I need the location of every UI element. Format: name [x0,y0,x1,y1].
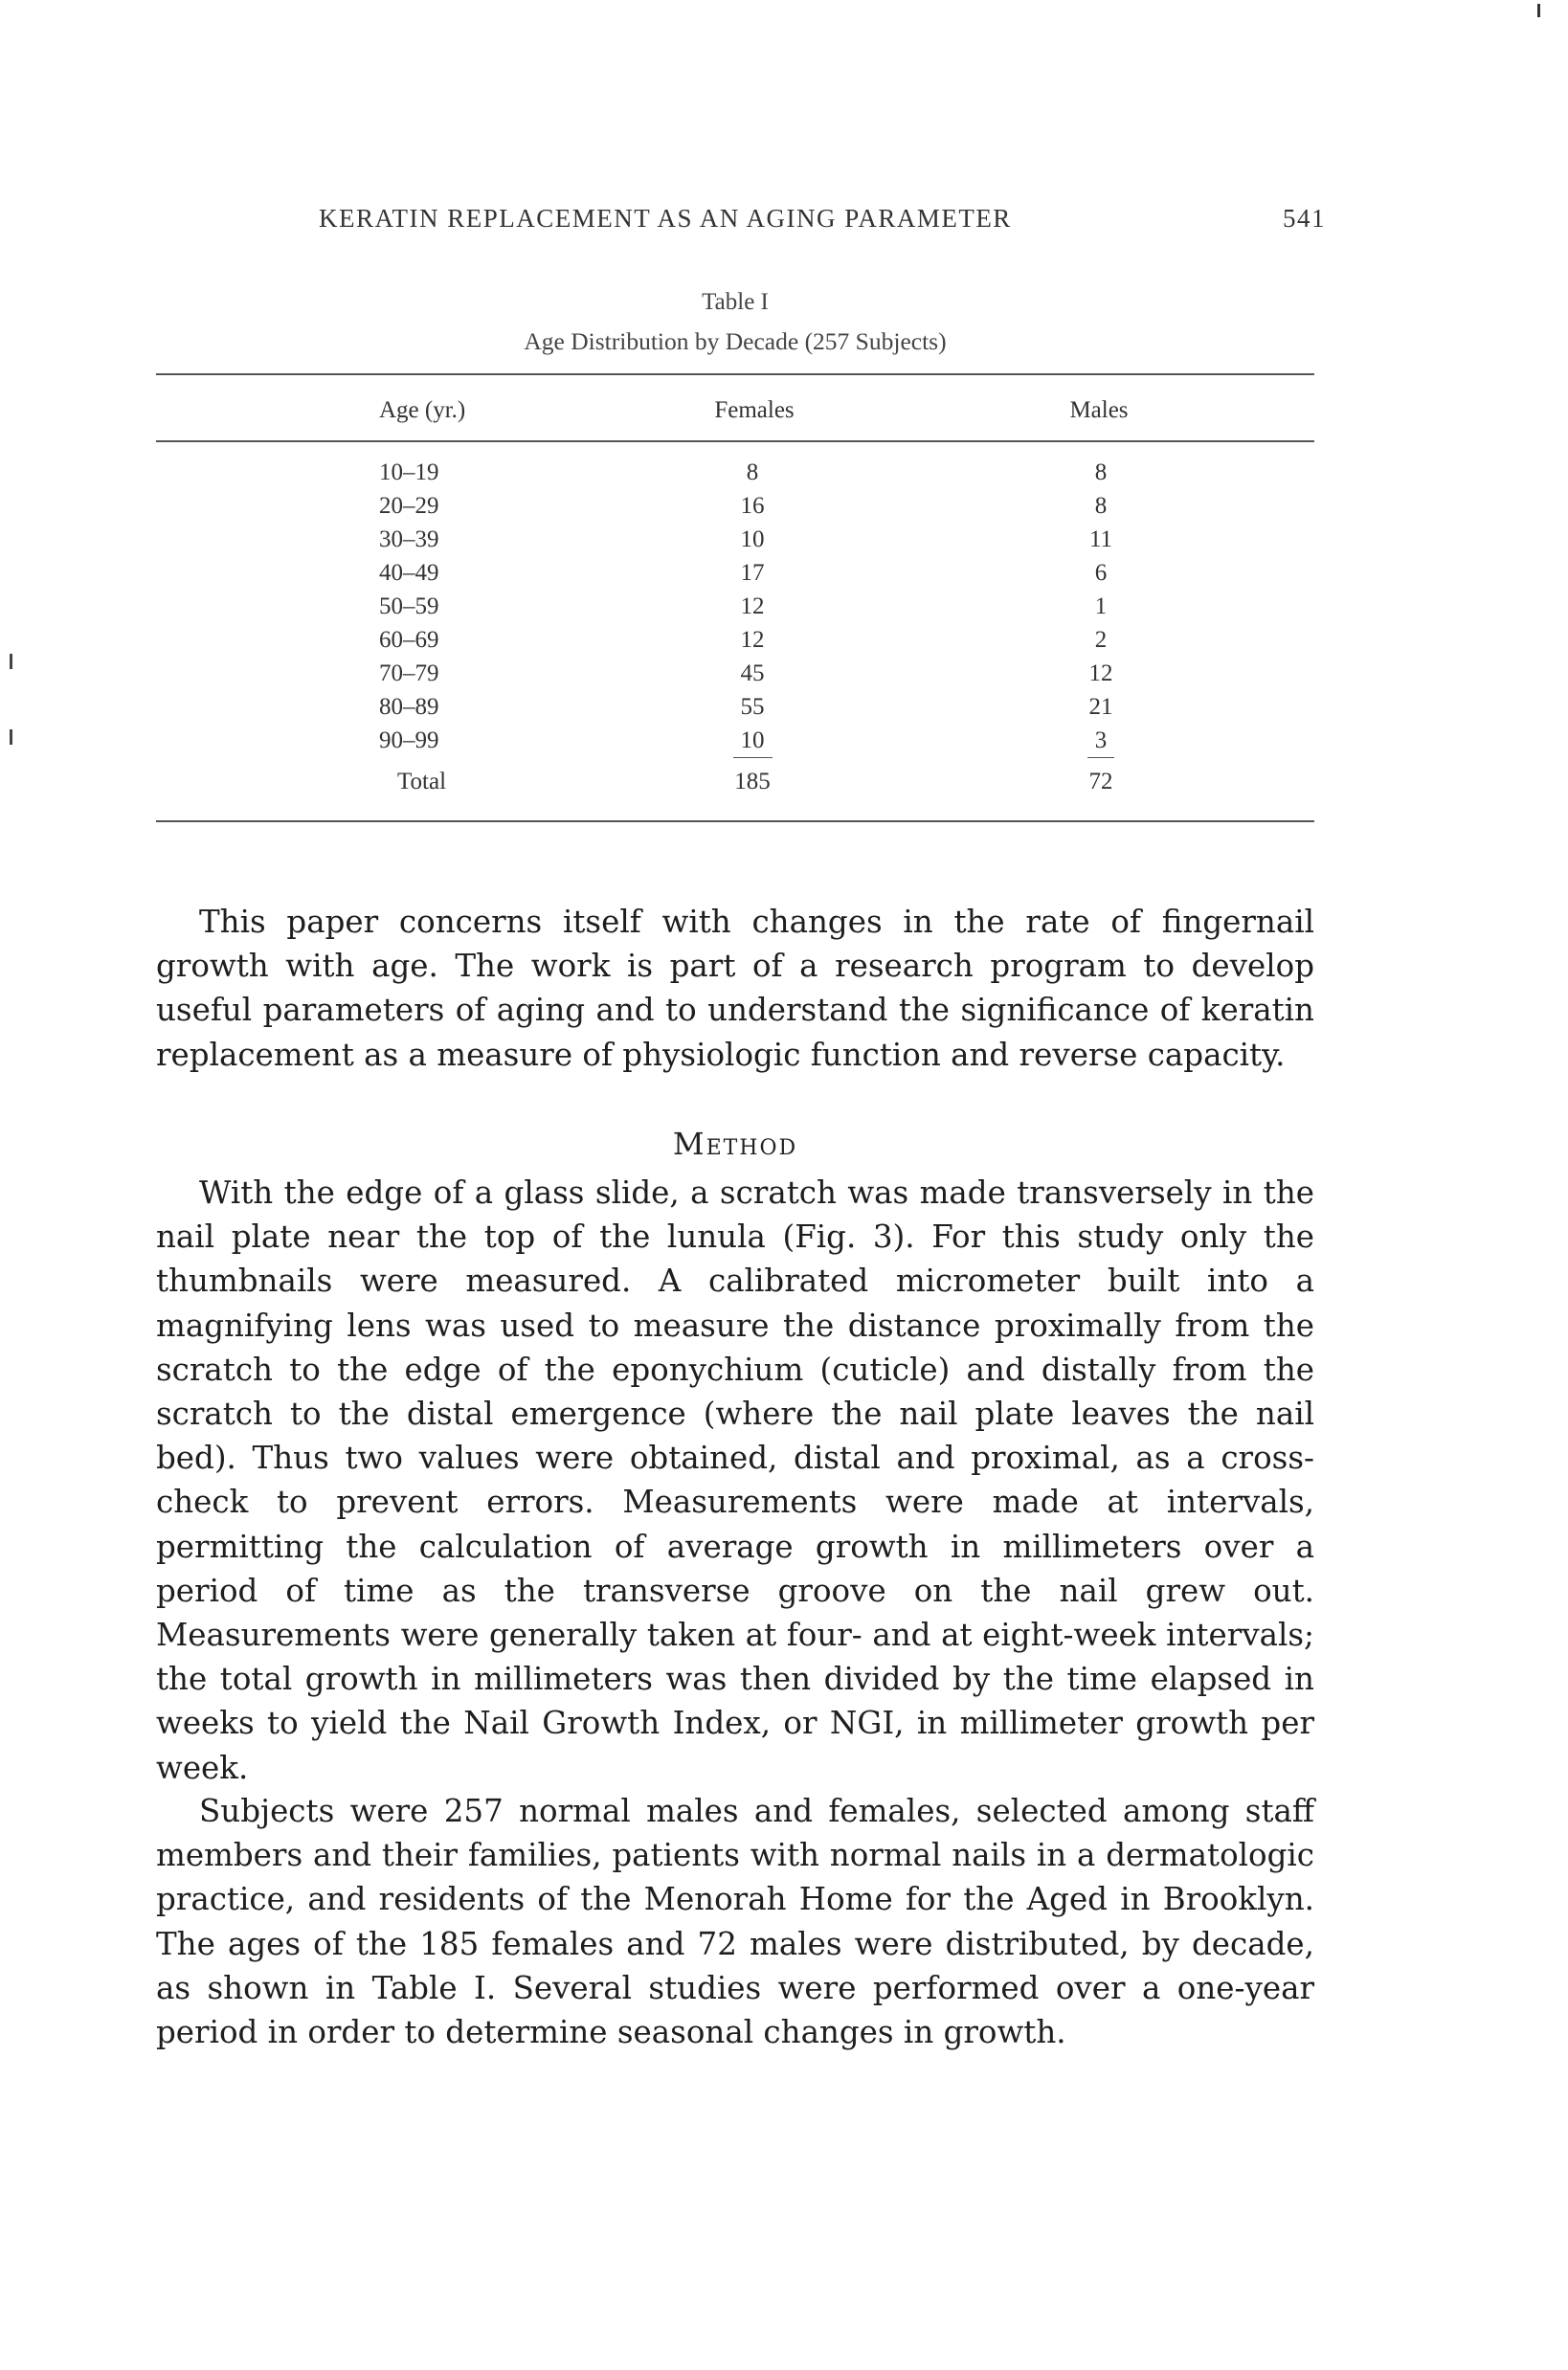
females-cell: 12 [740,627,765,653]
males-cell: 12 [1088,660,1113,686]
method-paragraph-2: Subjects were 257 normal males and females, selected among staff members and their families, patients with normal nails in a dermatologic practice, and residents of the Menorah Home for the Aged in Brooklyn. The ages of the 185 females and 72 males were distributed, by decade, as shown in Table I. Several studies were performed over a one-year period in order to determine seasonal changes in growth. [156,1793,1314,2051]
females-subtotal-underline: 10 [733,727,773,758]
column-header-age: Age (yr.) [379,397,466,423]
scan-margin-mark [10,729,12,745]
males-cell: 11 [1088,526,1113,552]
table-top-rule [156,373,1314,375]
age-cell: 90–99 [379,727,439,753]
table-bottom-rule [156,820,1314,822]
scan-corner-mark [1537,4,1540,17]
table-row [156,727,1314,760]
table-row [156,526,1314,559]
table-label: Table I [702,289,769,315]
females-cell: 17 [740,560,765,586]
running-head-title: KERATIN REPLACEMENT AS AN AGING PARAMETER [319,204,1012,233]
age-cell: 70–79 [379,660,439,686]
page-number: 541 [1283,204,1326,233]
age-cell: 40–49 [379,560,439,586]
intro-paragraph: This paper concerns itself with changes in the rate of fingernail growth with age. The work is part of a research program to develop useful parameters of aging and to understand the significance of keratin replacement as a measure of physiologic function and reverse capacity. [156,904,1314,1073]
total-label: Total [397,769,447,794]
age-cell: 20–29 [379,493,439,519]
age-cell: 60–69 [379,627,439,653]
table-header-rule [156,440,1314,442]
table-row [156,660,1314,693]
scan-margin-mark [10,654,12,669]
males-cell: 21 [1088,694,1113,720]
age-cell: 50–59 [379,593,439,619]
males-cell: 1 [1094,593,1108,619]
table-total-row [156,769,1314,801]
column-header-males: Males [1069,397,1129,423]
table-row [156,459,1314,492]
females-cell [681,727,824,758]
males-total: 72 [1088,769,1113,794]
females-total: 185 [734,769,771,794]
females-cell: 10 [740,526,765,552]
table-row [156,493,1314,525]
section-heading-method: Method [672,1126,798,1162]
table-caption: Age Distribution by Decade (257 Subjects) [524,327,947,355]
females-cell: 16 [740,493,765,519]
males-cell: 6 [1094,560,1108,586]
method-paragraph-1: With the edge of a glass slide, a scratch was made transversely in the nail plate near the top of the lunula (Fig. 3). For this study only the thumbnails were measured. A calibrated micrometer built into a magnifying lens was used to measure the distance proximally from the scratch to the edge of the eponychium (cuticle) and distally from the scratch to the distal emergence (where the nail plate leaves the nail bed). Thus two values were obtained, distal and proximal, as a cross-check to prevent errors. Measurements were made at intervals, permitting the calculation of average growth in millimeters over a period of time as the transverse groove on the nail grew out. Measurements were generally taken at four- and at eight-week intervals; the total growth in millimeters was then divided by the time elapsed in weeks to yield the Nail Growth Index, or NGI, in millimeter growth per week. [156,1174,1314,1786]
females-cell: 55 [740,694,765,720]
females-cell: 12 [740,593,765,619]
table-row [156,694,1314,727]
age-cell: 10–19 [379,459,439,485]
table-header-row [156,397,1314,432]
table-row [156,560,1314,592]
males-cell: 2 [1094,627,1108,653]
females-cell: 8 [746,459,759,485]
males-subtotal-underline: 3 [1087,727,1115,758]
females-cell: 45 [740,660,765,686]
males-cell: 8 [1094,493,1108,519]
males-cell: 8 [1094,459,1108,485]
age-cell: 30–39 [379,526,439,552]
age-cell: 80–89 [379,694,439,720]
column-header-females: Females [714,397,795,423]
males-cell [1034,727,1168,758]
table-row [156,593,1314,626]
table-row [156,627,1314,660]
